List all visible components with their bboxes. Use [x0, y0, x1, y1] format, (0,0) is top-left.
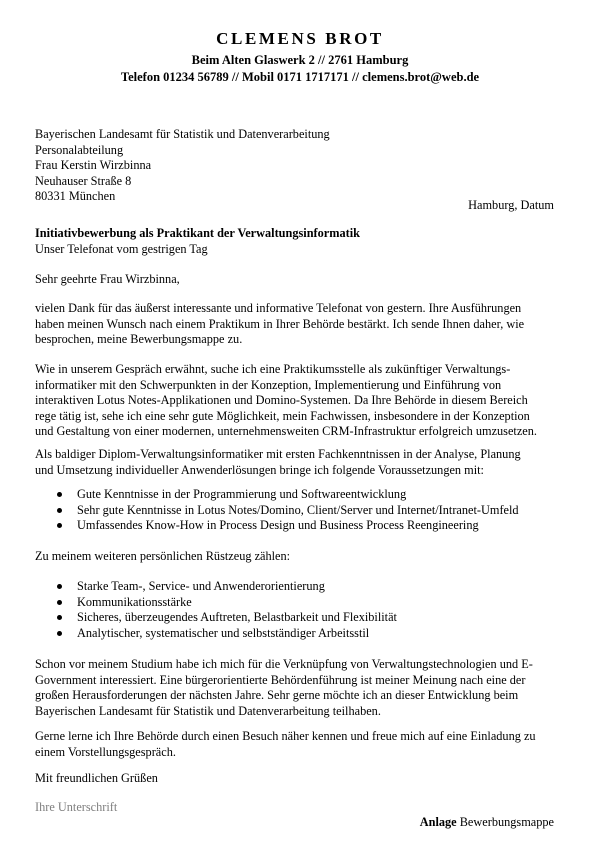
personal-skills-list — [35, 579, 557, 641]
paragraph-thanks — [35, 301, 557, 348]
salutation: Sehr geehrte Frau Wirzbinna, — [35, 272, 180, 286]
subject-block — [35, 226, 360, 257]
sender-contact: Telefon 01234 56789 // Mobil 0171 1717171 // clemens.brot@web.de — [120, 70, 480, 84]
paragraph-line: vielen Dank für das äußerst interessante und informative Telefonat von gestern. Ihre Ausführungen — [35, 301, 522, 315]
closing: Mit freundlichen Grüßen — [35, 771, 158, 785]
paragraph-line: besprochen, meine Bewerbungsmappe zu. — [35, 332, 243, 346]
paragraph-line: interaktiven Lotus Notes-Applikationen und Domino-Systemen. Da Ihre Behörde in diesem Bereich — [35, 393, 528, 407]
paragraph-skills-intro — [35, 549, 557, 565]
list-item — [35, 579, 557, 595]
enclosure-note — [420, 815, 554, 831]
paragraph-line: einem Vorstellungsgespräch. — [35, 744, 176, 759]
sender-name: CLEMENS BROT — [216, 29, 384, 48]
enclosure-value: Bewerbungsmappe — [459, 815, 554, 829]
list-item-text: Umfassendes Know-How in Process Design und Business Process Reengineering — [77, 518, 479, 532]
paragraph-line: und Umsetzung individueller Anwenderlösungen bringe ich folgende Voraussetzungen mit: — [35, 462, 484, 477]
list-item — [35, 518, 557, 534]
recipient-city: 80331 München — [35, 189, 116, 203]
sender-address: Beim Alten Glaswerk 2 // 2761 Hamburg — [191, 53, 409, 67]
recipient-address — [35, 127, 330, 205]
list-item-text: Kommunikationsstärke — [77, 594, 192, 609]
paragraph-line: Zu meinem weiteren persönlichen Rüstzeug zählen: — [35, 549, 291, 563]
list-item — [35, 626, 557, 642]
recipient-organization: Bayerischen Landesamt für Statistik und Datenverarbeitung — [35, 127, 330, 141]
place-date: Hamburg, Datum — [468, 198, 554, 212]
paragraph-line: Schon vor meinem Studium habe ich mich für die Verknüpfung von Verwaltungstechnologien und E- — [35, 657, 533, 671]
bullet-icon — [57, 523, 62, 528]
paragraph-line: und Gestaltung von einer modernen, unternehmensweiten CRM-Infrastruktur erfolgreich umzusetzen. — [35, 424, 537, 438]
paragraph-line: Wie in unserem Gespräch erwähnt, suche ich eine Praktikumsstelle als zukünftiger Verwaltungs- — [35, 362, 511, 376]
paragraph-line: Als baldiger Diplom-Verwaltungsinformatiker mit ersten Fachkenntnissen in der Analyse, Planung — [35, 447, 521, 461]
list-item — [35, 503, 557, 519]
list-item — [35, 610, 557, 626]
paragraph-line: Government interessiert. Eine bürgerorientierte Behördenführung ist meiner Meinung nach eine der — [35, 672, 526, 687]
list-item-text: Sicheres, überzeugendes Auftreten, Belastbarkeit und Flexibilität — [77, 610, 397, 624]
list-item — [35, 487, 557, 503]
paragraph-qualifications-intro — [35, 447, 557, 478]
bullet-icon — [57, 615, 62, 620]
list-item-text: Analytischer, systematischer und selbstständiger Arbeitsstil — [77, 625, 370, 640]
list-item — [35, 595, 557, 611]
recipient-contact-person: Frau Kerstin Wirzbinna — [35, 158, 152, 172]
list-item-text: Gute Kenntnisse in der Programmierung und Softwareentwicklung — [77, 487, 407, 501]
bullet-icon — [57, 492, 62, 497]
paragraph-line: Bayerischen Landesamt für Statistik und Datenverarbeitung teilhaben. — [35, 703, 381, 718]
bullet-icon — [57, 631, 62, 636]
recipient-department: Personalabteilung — [35, 142, 124, 157]
bullet-icon — [57, 584, 62, 589]
paragraph-line: großen Herausforderungen der nächsten Jahre. Sehr gerne möchte ich an dieser Entwicklung beim — [35, 688, 519, 702]
recipient-street: Neuhauser Straße 8 — [35, 173, 132, 188]
bullet-icon — [57, 600, 62, 605]
bullet-icon — [57, 508, 62, 513]
paragraph-line: Gerne lerne ich Ihre Behörde durch einen Besuch näher kennen und freue mich auf eine Einladung zu — [35, 729, 536, 743]
paragraph-invitation — [35, 729, 557, 760]
list-item-text: Starke Team-, Service- und Anwenderorientierung — [77, 579, 325, 593]
subject-reference: Unser Telefonat vom gestrigen Tag — [35, 241, 208, 256]
list-item-text: Sehr gute Kenntnisse in Lotus Notes/Domino, Client/Server und Internet/Intranet-Umfeld — [77, 502, 519, 517]
paragraph-line: informatiker mit den Schwerpunkten in der Konzeption, Implementierung und Einführung von — [35, 377, 502, 392]
paragraph-internship-goal — [35, 362, 557, 440]
enclosure-label: Anlage — [419, 815, 457, 829]
subject-title: Initiativbewerbung als Praktikant der Verwaltungsinformatik — [35, 226, 360, 240]
signature-placeholder: Ihre Unterschrift — [35, 800, 118, 814]
paragraph-motivation — [35, 657, 557, 719]
paragraph-line: rege tätig ist, sehe ich eine sehr gute Möglichkeit, mein Fachwissen, insbesondere in der Konzeption — [35, 408, 530, 423]
paragraph-line: haben meinen Wunsch nach einem Praktikum in Ihrer Behörde bestärkt. Ich sende Ihnen daher, wie — [35, 316, 525, 331]
qualifications-list — [35, 487, 557, 534]
